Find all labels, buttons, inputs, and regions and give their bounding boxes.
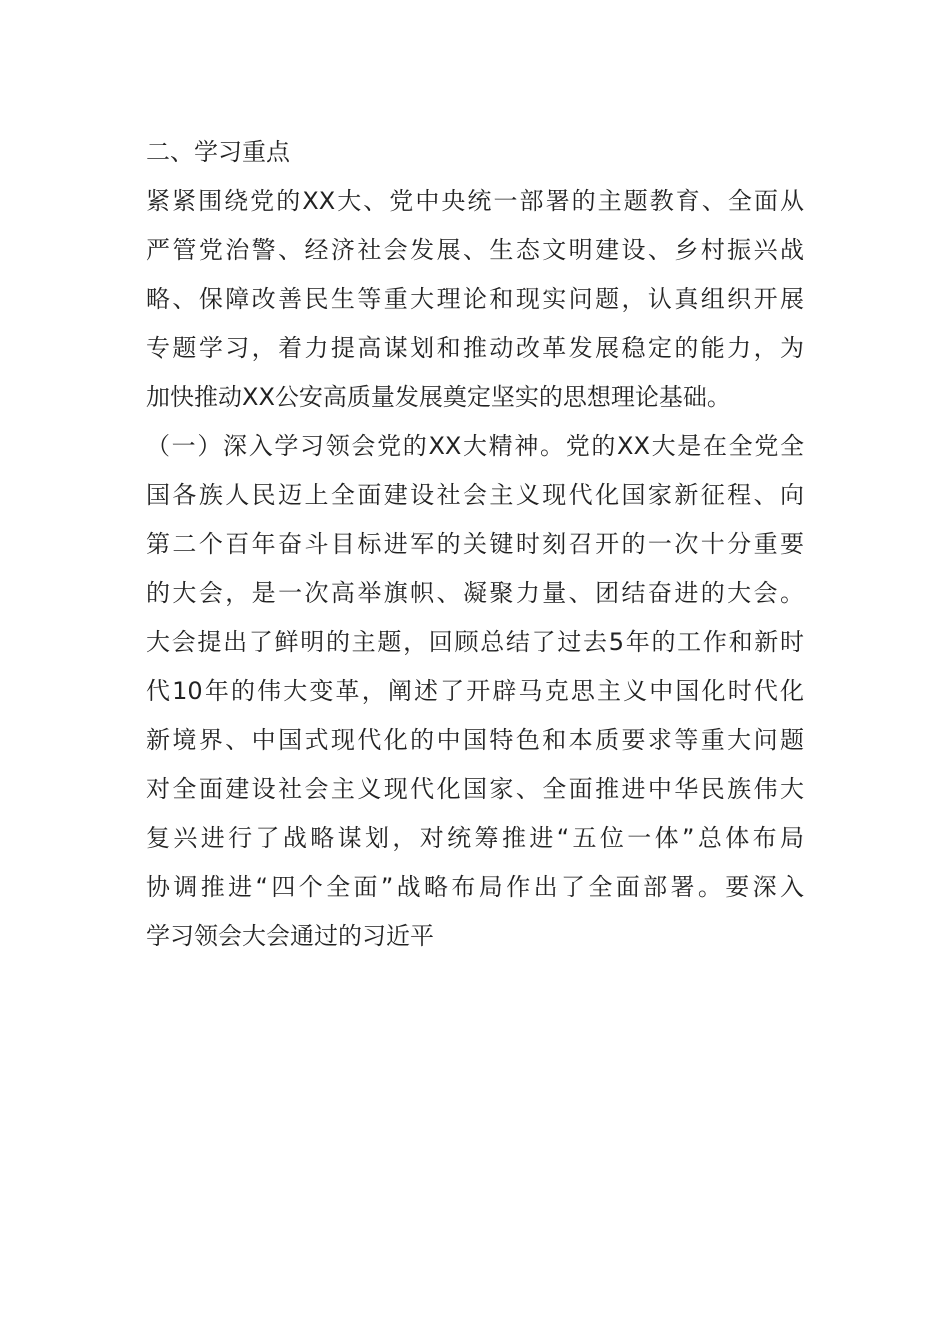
paragraph-1-line: 略、保障改善民生等重大理论和现实问题，认真组织开展: [146, 285, 804, 313]
paragraph-2-line: 对全面建设社会主义现代化国家、全面推进中华民族伟大: [146, 775, 804, 803]
paragraph-2-line: 第二个百年奋斗目标进军的关键时刻召开的一次十分重要: [146, 530, 804, 558]
paragraph-2-line: 新境界、中国式现代化的中国特色和本质要求等重大问题: [146, 726, 804, 754]
paragraph-2-line: 协调推进“四个全面”战略布局作出了全面部署。要深入: [146, 873, 804, 901]
paragraph-2-line: 复兴进行了战略谋划，对统筹推进“五位一体”总体布局: [146, 824, 804, 852]
paragraph-2-line: 学习领会大会通过的习近平: [146, 922, 434, 950]
paragraph-2-line: 国各族人民迈上全面建设社会主义现代化国家新征程、向: [146, 481, 804, 509]
paragraph-1-line: 加快推动XX公安高质量发展奠定坚实的思想理论基础。: [146, 383, 731, 411]
paragraph-1-line: 严管党治警、经济社会发展、生态文明建设、乡村振兴战: [146, 236, 804, 264]
paragraph-1-line: 专题学习，着力提高谋划和推动改革发展稳定的能力，为: [146, 334, 804, 362]
paragraph-2-line: 的大会，是一次高举旗帜、凝聚力量、团结奋进的大会。: [146, 579, 804, 607]
paragraph-2-line: （一）深入学习领会党的XX大精神。党的XX大是在全党全: [146, 432, 804, 460]
section-heading: 二、学习重点: [146, 138, 290, 166]
paragraph-2-line: 大会提出了鲜明的主题，回顾总结了过去5年的工作和新时: [146, 628, 804, 656]
paragraph-1-line: 紧紧围绕党的XX大、党中央统一部署的主题教育、全面从: [146, 187, 804, 215]
paragraph-2-line: 代10年的伟大变革，阐述了开辟马克思主义中国化时代化: [146, 677, 804, 705]
document-body: [146, 128, 826, 961]
